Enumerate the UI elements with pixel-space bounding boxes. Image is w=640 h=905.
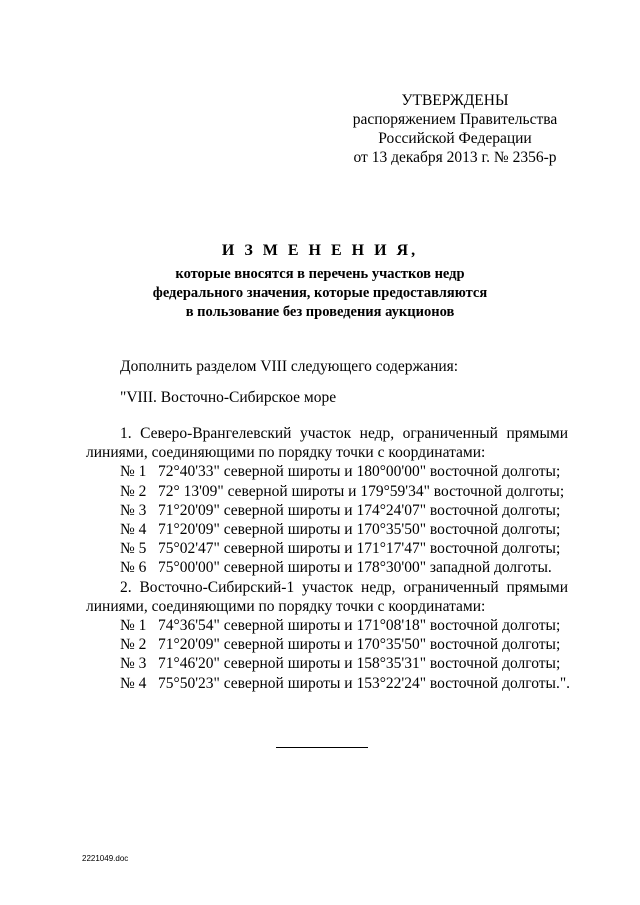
document-title-block — [0, 241, 640, 322]
point-number: № 6 — [120, 559, 147, 577]
point-number: № 2 — [120, 636, 147, 654]
intro-paragraph: Дополнить разделом VIII следующего содержания: — [120, 358, 459, 375]
coordinate-text: 72° 13'09" северной широты и 179°59'34" восточной долготы; — [158, 482, 565, 500]
item-2-heading: 2. Восточно-Сибирский-1 участок недр, ограниченный прямыми — [120, 578, 568, 596]
coordinate-row — [86, 539, 568, 558]
subtitle-line-3: в пользование без проведения аукционов — [185, 304, 455, 320]
coordinate-row — [86, 482, 568, 501]
point-number: № 1 — [120, 463, 147, 481]
section-heading: "VIII. Восточно-Сибирское море — [120, 389, 337, 406]
coordinate-text: 72°40'33" северной широты и 180°00'00" восточной долготы; — [158, 463, 561, 481]
point-number: № 3 — [120, 501, 147, 519]
coordinate-row — [86, 616, 568, 635]
item-1-heading: 1. Северо-Врангелевский участок недр, ограниченный прямыми — [120, 425, 568, 442]
coordinate-row — [86, 462, 568, 481]
approval-stamp — [340, 91, 570, 167]
subtitle-line-2: федерального значения, которые предоставляются — [152, 285, 488, 301]
point-number: № 4 — [120, 674, 147, 692]
coordinate-text: 71°46'20" северной широты и 158°35'31" восточной долготы; — [158, 655, 561, 673]
coordinate-text: 75°00'00" северной широты и 178°30'00" западной долготы. — [158, 559, 552, 577]
coordinate-row — [86, 674, 571, 693]
coordinate-row — [86, 654, 568, 673]
item-2-heading-cont: линиями, соединяющими по порядку точки с координатами: — [86, 597, 486, 615]
coordinate-text: 71°20'09" северной широты и 170°35'50" восточной долготы; — [158, 521, 561, 539]
subtitle-line-1: которые вносятся в перечень участков недр — [175, 266, 465, 282]
file-name-footer: 2221049.doc — [82, 854, 129, 863]
point-number: № 4 — [120, 521, 147, 539]
document-title: И З М Е Н Е Н И Я, — [221, 242, 419, 259]
item-2 — [86, 578, 571, 693]
approval-line-3: Российской Федерации — [378, 130, 532, 147]
coordinate-text: 71°20'09" северной широты и 170°35'50" восточной долготы; — [158, 636, 561, 654]
coordinate-text: 71°20'09" северной широты и 174°24'07" восточной долготы; — [158, 501, 561, 519]
items-list — [86, 424, 571, 693]
coordinate-text: 75°50'23" северной широты и 153°22'24" восточной долготы.". — [158, 674, 571, 692]
point-number: № 2 — [120, 482, 147, 500]
approval-heading: УТВЕРЖДЕНЫ — [401, 92, 509, 109]
coordinate-text: 74°36'54" северной широты и 171°08'18" восточной долготы; — [158, 617, 561, 635]
approval-line-2: распоряжением Правительства — [352, 111, 558, 128]
coordinate-row — [86, 501, 568, 520]
coordinate-text: 75°02'47" северной широты и 171°17'47" восточной долготы; — [158, 540, 561, 558]
coordinate-row — [86, 558, 568, 577]
approval-date-number: от 13 декабря 2013 г. № 2356-р — [353, 149, 557, 166]
coordinate-row — [86, 520, 568, 539]
point-number: № 1 — [120, 617, 147, 635]
end-divider-line — [276, 747, 368, 748]
point-number: № 3 — [120, 655, 147, 673]
item-1-heading-cont: линиями, соединяющими по порядку точки с координатами: — [86, 444, 486, 462]
point-number: № 5 — [120, 540, 147, 558]
item-1 — [86, 424, 568, 578]
coordinate-row — [86, 635, 568, 654]
